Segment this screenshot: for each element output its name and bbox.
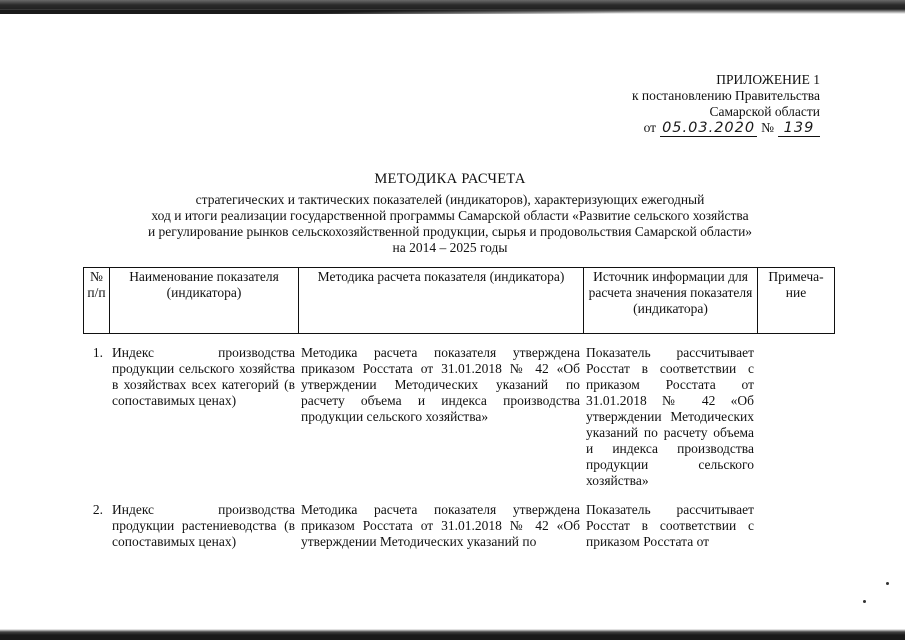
- table-header: [83, 267, 835, 334]
- row-name: Индекс производства продукции сельского хозяйства в хозяйствах всех категорий (в сопоставимых ценах): [112, 345, 295, 408]
- from-label: от: [643, 120, 657, 135]
- appendix-region: Самарской области: [709, 104, 820, 119]
- row-num: 1.: [92, 345, 103, 360]
- row-num: 2.: [92, 502, 103, 517]
- heading-line-2: ход и итоги реализации государственной программы Самарской области «Развитие сельского хозяйства: [151, 207, 749, 223]
- appendix-block: [590, 72, 820, 136]
- header-source: Источник информации для расчета значения показателя (индикатора): [584, 268, 758, 334]
- scan-speck: [886, 582, 889, 585]
- heading-line-1: стратегических и тактических показателей (индикаторов), характеризующих ежегодный: [195, 191, 705, 207]
- number-label: №: [761, 120, 774, 135]
- row-source: Показатель рассчитывает Росстат в соответствии с приказом Росстата от 31.01.2018 № 42 «Об утверждении Методических указаний по расчету объема и индекса производства продукции сельского хозяйства»: [586, 345, 754, 488]
- row-name: Индекс производства продукции растениеводства (в сопоставимых ценах): [112, 502, 295, 549]
- heading-line-3: и регулирование рынков сельскохозяйственной продукции, сырья и продовольствия Самарской области»: [147, 223, 753, 239]
- heading-title: МЕТОДИКА РАСЧЕТА: [374, 171, 526, 187]
- row-note: [757, 502, 834, 550]
- row-source: Показатель рассчитывает Росстат в соответствии с приказом Росстата от: [586, 502, 754, 549]
- scan-speck: [863, 600, 866, 603]
- table-row: [83, 345, 834, 489]
- header-name: Наименование показателя (индикатора): [110, 268, 299, 334]
- handwritten-date: 05.03.2020: [662, 120, 756, 136]
- scan-edge-top: [0, 0, 905, 14]
- appendix-date-line: [590, 120, 820, 136]
- row-method: Методика расчета показателя утверждена приказом Росстата от 31.01.2018 № 42 «Об утверждении Методических указаний по расчету объема и индекса производства продукции сельского хозяйства»: [301, 345, 580, 424]
- header-num: № п/п: [84, 268, 110, 334]
- row-method: Методика расчета показателя утверждена приказом Росстата от 31.01.2018 № 42 «Об утверждении Методических указаний по: [301, 502, 580, 549]
- table-row: [83, 502, 834, 550]
- appendix-title: ПРИЛОЖЕНИЕ 1: [716, 72, 820, 87]
- heading-line-4: на 2014 – 2025 годы: [392, 239, 508, 255]
- header-note: Примеча-ние: [758, 268, 835, 334]
- scan-edge-bottom: [0, 629, 905, 640]
- header-method: Методика расчета показателя (индикатора): [299, 268, 584, 334]
- handwritten-number: 139: [778, 121, 820, 137]
- row-note: [757, 345, 834, 489]
- document-heading: [80, 172, 820, 256]
- appendix-resolution: к постановлению Правительства: [631, 88, 820, 103]
